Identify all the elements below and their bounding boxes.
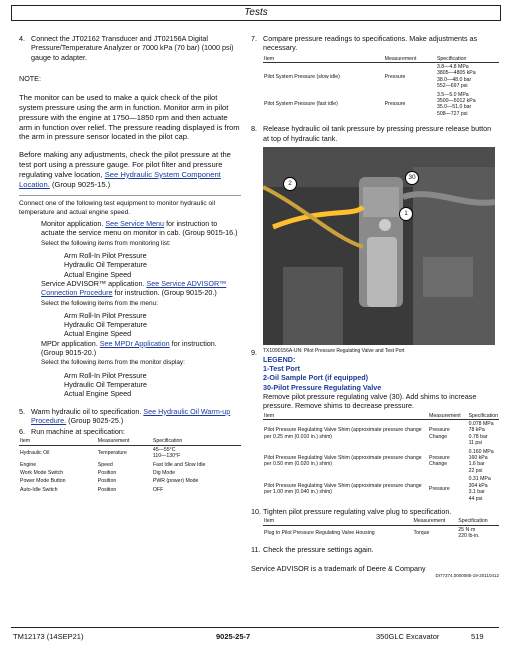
list-item: Hydraulic Oil Temperature xyxy=(64,320,147,330)
connect-text: Connect one of the following test equipment to monitor hydraulic oil temperature and actual engine speed. xyxy=(19,200,216,216)
right-column xyxy=(251,34,499,579)
shim-spec-table xyxy=(263,413,499,503)
mpdr-item-list xyxy=(64,371,241,399)
photo-illustration xyxy=(263,147,495,345)
link-hydraulic-system-component-location[interactable]: See Hydraulic System Component Location. xyxy=(19,169,221,189)
table-row: Work Mode Switch Position Dig Mode xyxy=(20,470,176,477)
table-header: Measurement xyxy=(413,518,458,525)
legend-item: 2-Oil Sample Port (if equipped) xyxy=(263,373,369,383)
list-item: Actual Engine Speed xyxy=(64,389,132,399)
table-header: Specification xyxy=(152,438,241,445)
step-number: 8. xyxy=(251,124,257,134)
step-number: 11. xyxy=(251,545,261,555)
legend-item: 30-Pilot Pressure Regulating Valve xyxy=(263,382,382,392)
monitor-item-list xyxy=(64,251,241,279)
step-8 xyxy=(251,124,499,143)
callout-30: 30 xyxy=(405,171,419,185)
step-11 xyxy=(251,545,499,554)
list-item: Hydraulic Oil Temperature xyxy=(64,379,147,389)
table-row: Pilot Pressure Regulating Valve Shim (approximate pressure change per 1.00 mm (0.040 in.) shim) Pressure 0.31 MPa 304 kPa 3.1 bar 44 psi xyxy=(264,476,491,502)
step-text: Compare pressure readings to specifications. Make adjustments as necessary. xyxy=(263,34,478,53)
table-row: Pilot System Pressure (slow idle) Pressure 3.8—4.8 MPa 3805—4805 kPa 38.0—48.0 bar 552—697 psi xyxy=(264,64,476,90)
step-number: 9. xyxy=(251,347,257,357)
table-header: Measurement xyxy=(428,413,468,420)
select-monitoring: Select the following items from monitoring list: xyxy=(41,239,171,247)
footer-page-number: 519 xyxy=(471,632,484,641)
table-header: Item xyxy=(19,438,97,445)
option-monitor: Monitor application. See Service Menu for instruction to actuate the service menu on monitor in cab. (Group 9015-16.) xyxy=(41,219,238,238)
step-text: Run machine at specification: xyxy=(31,427,125,437)
sa-item-list xyxy=(64,311,241,339)
table-row: Plug to Pilot Pressure Regulating Valve Housing Torque 25 N·m 220 lb-in. xyxy=(264,526,480,540)
machine-spec-table xyxy=(19,438,241,494)
table-row: Auto-Idle Switch Position OFF xyxy=(20,486,164,493)
left-column xyxy=(19,34,241,494)
step-text: Connect the JT02162 Transducer and JT02156A Digital Pressure/Temperature Analyzer or 7000 kPa (70 bar) (1000 psi) gauge to adapter. xyxy=(31,34,234,62)
step-4 xyxy=(19,34,241,62)
callout-2: 2 xyxy=(283,177,297,191)
link-service-menu[interactable]: See Service Menu xyxy=(105,219,165,229)
header-title: Tests xyxy=(244,7,268,18)
list-item: Arm Roll-In Pilot Pressure xyxy=(64,370,147,380)
step-10 xyxy=(251,507,499,516)
table-row: Pilot Pressure Regulating Valve Shim (approximate pressure change per 0.25 mm (0.010 in.) shim) Pressure Change 0.078 MPa 78 kPa 0.78 bar 11 psi xyxy=(264,421,494,447)
table-header: Item xyxy=(263,56,384,63)
link-hydraulic-oil-warm-up[interactable]: See Hydraulic Oil Warm-up Procedure. xyxy=(31,406,231,425)
step-text: Release hydraulic oil tank pressure by pressing pressure release button at top of hydraulic tank. xyxy=(263,124,492,143)
step-9 xyxy=(251,348,499,411)
option-mpdr: MPDr application. See MPDr Application for instruction. (Group 9015-20.) xyxy=(41,338,217,358)
note-label: NOTE: xyxy=(19,73,41,83)
footer-manual-id: TM12173 (14SEP21) xyxy=(13,632,84,641)
step-number: 7. xyxy=(251,34,257,43)
legend-title: LEGEND: xyxy=(263,354,296,364)
table-row: Engine Speed Fast Idle and Slow Idle xyxy=(20,461,206,468)
table-row: Power Mode Button Position PWR (power) Mode xyxy=(20,478,199,485)
list-item: Hydraulic Oil Temperature xyxy=(64,260,147,270)
link-mpdr-application[interactable]: See MPDr Application xyxy=(99,338,170,348)
option-service-advisor: Service ADVISOR™ application. See Service ADVISOR™ Connection Procedure for instruction. (Group 9015-20.) xyxy=(41,278,227,298)
table-header: Measurement xyxy=(97,438,152,445)
step-number: 6. xyxy=(19,427,25,437)
table-header: Item xyxy=(263,518,413,525)
step-7 xyxy=(251,34,499,53)
select-menu: Select the following items from the menu: xyxy=(41,299,158,307)
page-header xyxy=(11,5,501,21)
table-header: Item xyxy=(263,413,428,420)
trademark-note: Service ADVISOR is a trademark of Deere & Company xyxy=(251,563,426,573)
step-number: 10. xyxy=(251,506,261,516)
valve-photo xyxy=(263,147,495,345)
callout-1: 1 xyxy=(399,207,413,221)
before-adjust-text: Before making any adjustments, check the pilot pressure at the test port using a pressure gauge. For pilot filter and pressure regulating valve location, See Hydraulic System Component Location. (Group 9025-15.) xyxy=(19,150,231,189)
list-item: Arm Roll-In Pilot Pressure xyxy=(64,310,147,320)
page-footer xyxy=(11,627,499,641)
list-item: Actual Engine Speed xyxy=(64,329,132,339)
table-header: Specification xyxy=(436,56,499,63)
step-number: 5. xyxy=(19,406,25,416)
divider xyxy=(19,195,241,196)
step-text: Check the pressure settings again. xyxy=(263,545,374,555)
table-header: Measurement xyxy=(384,56,436,63)
pilot-pressure-spec-table xyxy=(263,56,499,119)
select-display: Select the following items from the monitor display: xyxy=(41,359,185,367)
link-service-advisor-connection[interactable]: See Service ADVISOR™ Connection Procedure xyxy=(41,278,227,298)
table-row: Hydraulic Oil Temperature 45—55°C 110—130°F xyxy=(20,446,181,460)
table-row: Pilot System Pressure (fast idle) Pressure 3.5—5.0 MPa 3500—5012 kPa 35.0—51.0 bar 508—727 psi xyxy=(264,91,476,117)
figure-caption: TX1090156A-UN: Pilot Pressure Regulating Valve and Test Port xyxy=(263,347,405,354)
table-row: Pilot Pressure Regulating Valve Shim (approximate pressure change per 0.50 mm (0.020 in.) shim) Pressure Change 0.160 MPa 160 kPa 1.6 bar 22 psi xyxy=(264,448,494,474)
list-item: Arm Roll-In Pilot Pressure xyxy=(64,251,147,261)
step-6 xyxy=(19,427,241,436)
footer-model: 350GLC Excavator xyxy=(376,632,440,641)
step-number: 4. xyxy=(19,34,25,43)
torque-spec-table xyxy=(263,518,499,540)
table-header: Specification xyxy=(468,412,498,419)
footer-page-ref: 9025-25-7 xyxy=(216,632,251,641)
table-header: Specification xyxy=(457,518,499,525)
step-text: Tighten pilot pressure regulating valve plug to specification. xyxy=(263,506,452,516)
legend-item: 1-Test Port xyxy=(263,364,301,374)
step-text: Remove pilot pressure regulating valve (30). Add shims to increase pressure. Remove shims to decrease pressure. xyxy=(263,392,477,411)
doc-id: DI77374,0000085-19-20110412 xyxy=(435,573,499,579)
step-5: 5. Warm hydraulic oil to specification. See Hydraulic Oil Warm-up Procedure. (Group 9025-25.) xyxy=(19,406,231,425)
list-item: Actual Engine Speed xyxy=(64,269,132,279)
note-text: The monitor can be used to make a quick check of the pilot system pressure using the arm in function. Monitor arm in pilot pressure with the engine at 1750—1850 rpm and then actuate arm in function over relief. The pressure reading displayed is from the arm in pressure sensor located in the pilot cap. xyxy=(19,93,240,142)
